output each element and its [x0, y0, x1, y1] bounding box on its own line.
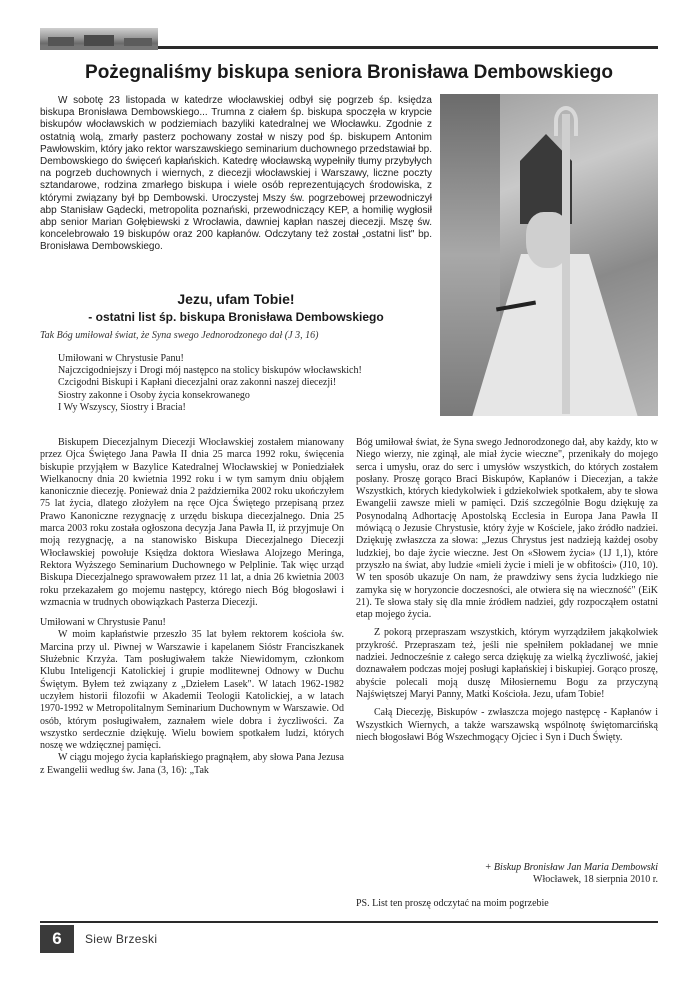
header-photo-ground [40, 46, 158, 50]
bishop-photo [440, 94, 658, 416]
header-town-photo [40, 28, 158, 50]
salutation-line: Siostry zakonne i Osoby życia konsekrowanego [58, 389, 250, 401]
page-number: 6 [40, 925, 74, 953]
letter-paragraph: Z pokorą przepraszam wszystkich, którym wyrządziłem jakąkolwiek przykrość. Przepraszam też, jeśli nie spełniłem pokładanej we mnie nadziei. Jednocześnie z całego serca dziękuję za wielką życzliwość, jakiej doznawałem podczas mojej posługi kapłańskiej i biskupiej. Gorąco proszę, abyście polecali moją duszę Miłosiernemu Bogu za przyczyną Najświętszej Maryi Panny, Matki Kościoła. Jezu, ufam Tobie! [356, 627, 658, 700]
letter-column-left [40, 437, 344, 777]
letter-postscript: PS. List ten proszę odczytać na moim pogrzebie [356, 898, 549, 909]
letter-subtitle: - ostatni list śp. biskupa Bronisława Dembowskiego [88, 310, 384, 324]
article-intro [40, 95, 432, 254]
intro-paragraph: W sobotę 23 listopada w katedrze włocławskiej odbył się pogrzeb śp. księdza biskupa Bronisława Dembowskiego... Trumna z ciałem śp. biskupa spoczęła w krypcie biskupów włocławskich w podziemiach bazyliki katedralnej we Włocławku. Zgodnie z ostatnią wolą, zmarły pasterz pochowany został w niszy pod śp. biskupem Antonim Pawłowskim, który jako rektor warszawskiego seminarium duchownego przedstawiał bp. Dembowskiego do święceń kapłańskich. Katedrę włocławską wypełniły tłumy przybyłych na pogrzeb duchownych i wiernych, z diecezji włocławskiej i Warszawy, liczne poczty sztandarowe, rodzina zmarłego biskupa i wiele osób reprezentujących środowiska, z którymi związany był bp Dembowski. Uroczystej Mszy św. pogrzebowej przewodniczył abp Stanisław Gądecki, metropolita poznański, przewodniczący KEP, a homilię wygłosił abp senior Marian Gołębiewski z Wrocławia, dawniej kapłan naszej diecezji. Mszę św. koncelebrowało 19 biskupów oraz 200 kapłanów. Odczytany też został „ostatni list" bp. Bronisława Dembowskiego. [40, 95, 432, 253]
salutation-line: Umiłowani w Chrystusie Panu! [58, 353, 184, 364]
article-title: Pożegnaliśmy biskupa seniora Bronisława Dembowskiego [85, 62, 613, 83]
publication-name: Siew Brzeski [85, 932, 158, 946]
signature-place-date: Włocławek, 18 sierpnia 2010 r. [533, 874, 658, 886]
letter-paragraph: Całą Diecezję, Biskupów - zwłaszcza mojego następcę - Kapłanów i Wszystkich Wiernych, a także warszawską wspólnotę świętomarcińską niech błogosławi Bóg Wszechmogący Ojciec i Syn i Duch Święty. [356, 707, 658, 743]
letter-paragraph: Umiłowani w Chrystusie Panu! [40, 617, 166, 629]
letter-signature [356, 862, 658, 887]
letter-paragraph: Biskupem Diecezjalnym Diecezji Włocławskiej zostałem mianowany przez Ojca Świętego Jana Pawła II dnia 25 marca 1992 roku, święcenia biskupie przyjąłem w Bazylice Katedralnej Włocławskiej w Poniedziałek Wielkanocny dnia 20 kwietnia 1992 roku i w tym samym dniu objąłem kanonicznie diecezję. Ponieważ dnia 2 października 2002 roku ukończyłem 75 lat życia, dlatego złożyłem na ręce Ojca Świętego przepisaną przez Prawo Kanoniczne rezygnację z urzędu biskupa diecezjalnego. Dnia 25 marca 2003 roku została ogłoszona decyzja Jana Pawła II, iż przyjmuje On moją rezygnację, a na stanowisko Biskupa Diecezjalnego Diecezji Włocławskiej powołuje Księdza doktora Wiesława Alojzego Meringa, Rektora Wyższego Seminarium Duchownego w Pelplinie. Tak więc urząd Biskupa Diecezjalnego sprawowałem przez 11 lat, a dnia 26 kwietnia 2003 roku przekazałem go mojemu następcy, którego niech Bóg błogosławi i wzmacnia w trudnych obowiązkach Pasterza Diecezji. [40, 437, 344, 608]
salutation-line: Czcigodni Biskupi i Kapłani diecezjalni oraz zakonni naszej diecezji! [58, 377, 337, 389]
letter-column-right [356, 437, 658, 744]
photo-crozier [562, 114, 570, 414]
letter-paragraph: Bóg umiłował świat, że Syna swego Jednorodzonego dał, aby każdy, kto w Niego wierzy, nie zginął, ale miał życie wieczne", przenikały do mojego serca i umysłu, oraz do serc i umysłów wszystkich, do których zostałem posłany. Proszę gorąco Braci Biskupów, Kapłanów i Diecezjan, a także Wszystkich, których kiedykolwiek i gdziekolwiek spotkałem, aby te słowa Ewangelii zawsze mieli w pamięci. Dziś szczególnie Bogu dziękuję za Posynodalną Adhortację Apostolską Ecclesia in Europa Jana Pawła II mówiącą o Jezusie Chrystusie, który żyje w Kościele, jako źródło nadziei. Dziękuję zwłaszcza za słowa: „Jezus Chrystus jest nadzieją każdej osoby ludzkiej, bo daje życie wieczne. Jest On «Słowem życia» (1J 1,1), które przyszło na świat, aby ludzie «mieli życie i mieli je w obfitości» (J10, 10). W ten sposób ukazuje On nam, że prawdziwy sens życia ludzkiego nie zamyka się w horyzoncie doczesności, ale otwiera się na wieczność" (EiK 21). Te słowa stały się dla mnie źródłem nadziei, gdy rozpocząłem ostatni etap mojego życia. [356, 437, 658, 621]
letter-salutation [58, 353, 438, 414]
header-rule [158, 46, 658, 49]
letter-title: Jezu, ufam Tobie! [177, 291, 295, 307]
footer-rule [40, 921, 658, 923]
salutation-line: I Wy Wszyscy, Siostry i Bracia! [58, 401, 186, 413]
letter-epigraph: Tak Bóg umiłował świat, że Syna swego Jednorodzonego dał (J 3, 16) [40, 330, 319, 341]
salutation-line: Najczcigodniejszy i Drogi mój następco na stolicy biskupów włocławskich! [58, 365, 362, 377]
letter-paragraph: W ciągu mojego życia kapłańskiego pragnąłem, aby słowa Pana Jezusa z Ewangelii według św. Jana (3, 16): „Tak [40, 752, 344, 776]
letter-paragraph: W moim kapłaństwie przeszło 35 lat byłem rektorem kościoła św. Marcina przy ul. Piwnej w Warszawie i kapelanem Sióstr Franciszkanek Służebnic Krzyża. Tam posługiwałem także Niewidomym, członkom Klubu Inteligencji Katolickiej i grupie modlitewnej Odnowy w Duchu Świętym. Byłem też związany z „Dziełem Lasek". W latach 1962-1982 uczyłem historii filozofii w Akademii Teologii Katolickiej, a w latach 1970-1992 w Metropolitalnym Seminarium Duchownym w Warszawie. Od osób, którym posługiwałem, zaznałem wiele dobra i życzliwości. Za wszystko serdecznie dziękuję. Wielu bowiem spotkałem ludzi, których noszę we wdzięcznej pamięci. [40, 629, 344, 752]
signature-name: + Biskup Bronisław Jan Maria Dembowski [484, 862, 658, 873]
